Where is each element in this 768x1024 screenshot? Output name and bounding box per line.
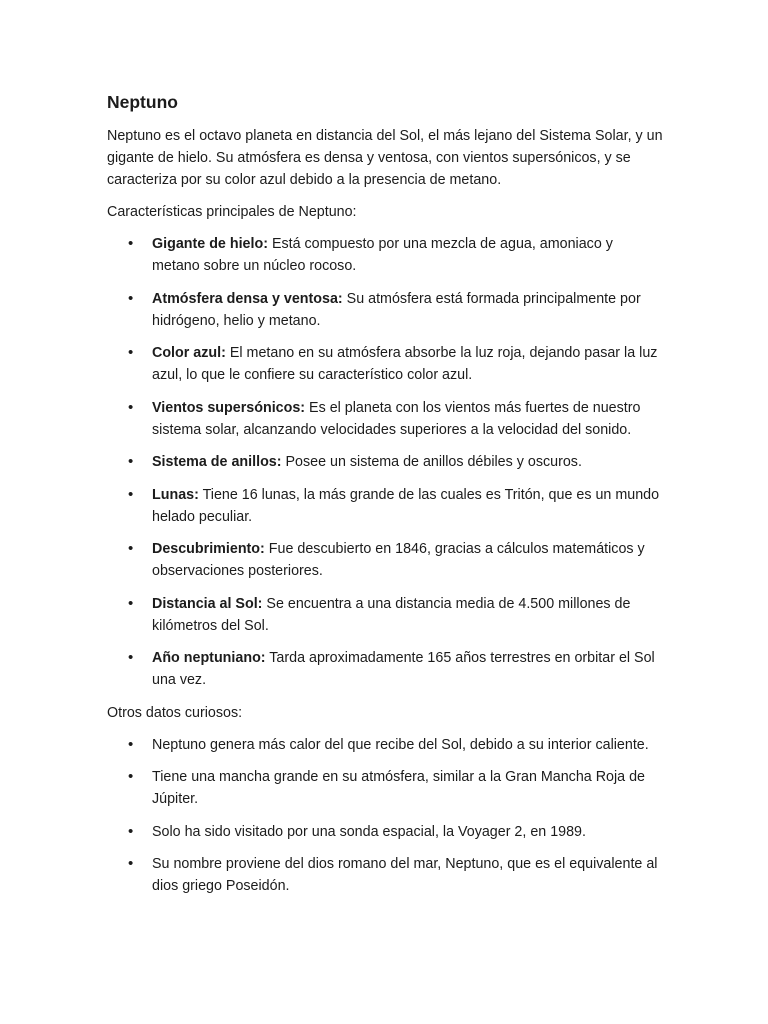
list-item-text: Está compuesto por una mezcla de agua, amoniaco y metano sobre un núcleo rocoso. <box>152 236 613 274</box>
list-item-term: Sistema de anillos: <box>152 454 282 470</box>
list-item-term: Vientos supersónicos: <box>152 399 306 416</box>
list-item-term: Lunas: <box>152 486 199 503</box>
list-item: • Tiene una mancha grande en su atmósfera, similar a la Gran Mancha Roja de Júpiter. <box>107 766 663 810</box>
list-item-term: Descubrimiento: <box>152 541 265 557</box>
list-item <box>107 647 663 691</box>
list-item-text: Se encuentra a una distancia media de 4.500 millones de kilómetros del Sol. <box>152 595 631 634</box>
list-item: • Neptuno genera más calor del que recibe del Sol, debido a su interior caliente. <box>107 734 663 756</box>
list-item <box>107 484 663 528</box>
list-item <box>107 397 663 441</box>
characteristics-heading: Características principales de Neptuno: <box>107 204 357 220</box>
list-item <box>107 342 663 386</box>
list-item <box>107 451 663 473</box>
list-item <box>107 593 663 637</box>
facts-heading: Otros datos curiosos: <box>107 704 243 721</box>
list-item: • Solo ha sido visitado por una sonda espacial, la Voyager 2, en 1989. <box>107 821 663 843</box>
list-item-text: Posee un sistema de anillos débiles y oscuros. <box>281 454 582 470</box>
characteristics-list <box>107 233 663 691</box>
list-item-text: Es el planeta con los vientos más fuertes de nuestro sistema solar, alcanzando velocidades superiores a la velocidad del sonido. <box>152 399 641 438</box>
intro-paragraph: Neptuno es el octavo planeta en distancia del Sol, el más lejano del Sistema Solar, y un gigante de hielo. Su atmósfera es densa y ventosa, con vientos supersónicos, y se caracteriza por su color azul debido a la presencia de metano. <box>107 128 663 188</box>
list-item-term: Año neptuniano: <box>152 650 266 666</box>
list-item: • Su nombre proviene del dios romano del mar, Neptuno, que es el equivalente al dios griego Poseidón. <box>107 853 663 897</box>
list-item <box>107 233 663 277</box>
list-item-text: Fue descubierto en 1846, gracias a cálculos matemáticos y observaciones posteriores. <box>152 541 645 579</box>
list-item-term: Color azul: <box>152 345 226 361</box>
list-item <box>107 288 663 332</box>
list-item-term: Distancia al Sol: <box>152 595 263 612</box>
list-item-term: Atmósfera densa y ventosa: <box>152 290 343 307</box>
facts-list <box>107 734 663 898</box>
document-page <box>107 90 663 908</box>
list-item-text: Su atmósfera está formada principalmente por hidrógeno, helio y metano. <box>152 290 641 329</box>
list-item-term: Gigante de hielo: <box>152 236 268 252</box>
list-item-text: Tarda aproximadamente 165 años terrestres en orbitar el Sol una vez. <box>152 650 655 688</box>
list-item-text: El metano en su atmósfera absorbe la luz roja, dejando pasar la luz azul, lo que le confiere su característico color azul. <box>152 345 658 383</box>
page-title: Neptuno <box>107 92 178 112</box>
list-item-text: Tiene 16 lunas, la más grande de las cuales es Tritón, que es un mundo helado peculiar. <box>152 486 660 525</box>
list-item <box>107 538 663 582</box>
